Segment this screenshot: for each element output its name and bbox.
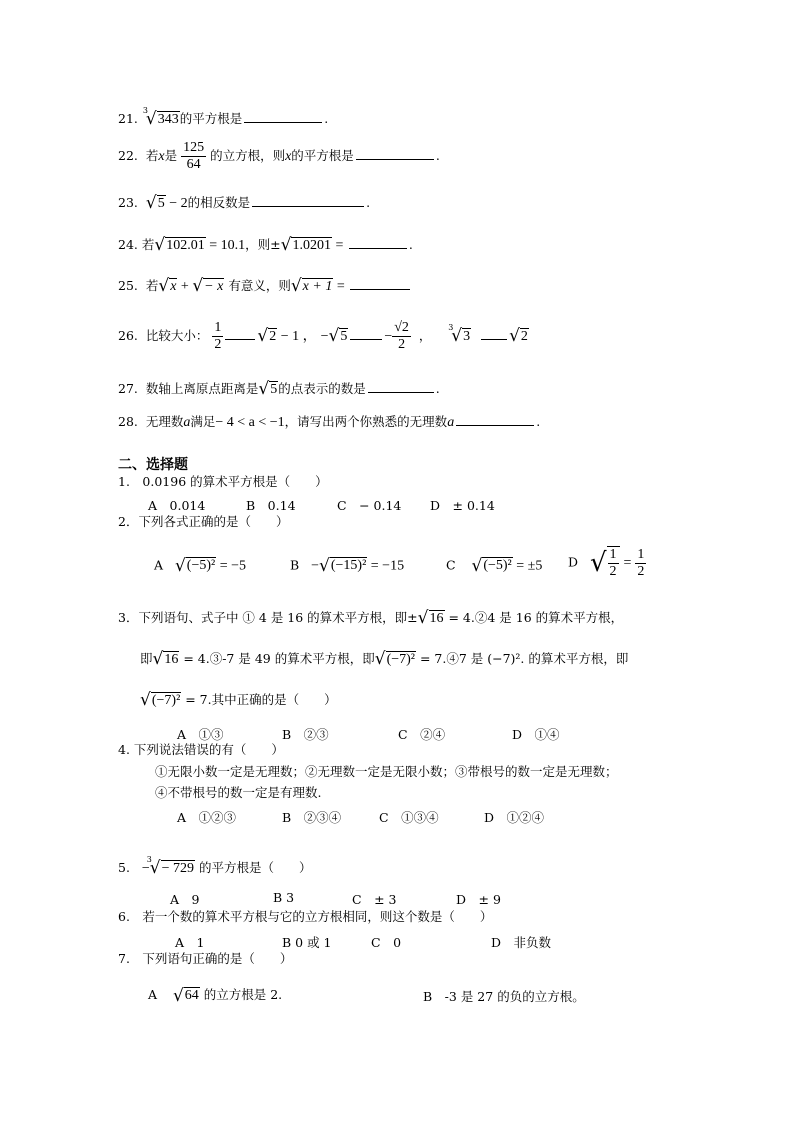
square-root: √ $\frac{1}{2}$ bbox=[590, 546, 620, 580]
variable: a bbox=[183, 415, 191, 430]
mc-1-option-c[interactable]: C − 0.14 bbox=[337, 498, 402, 513]
radicand: x bbox=[170, 278, 177, 294]
expression: = 10.1 bbox=[205, 238, 246, 253]
radicand: (−15)² bbox=[330, 558, 367, 573]
question-text: 的立方根，则 bbox=[210, 148, 286, 164]
minus-sign: − bbox=[311, 558, 320, 574]
root-index: 3 bbox=[142, 106, 148, 115]
expression: − 1 ， bbox=[277, 329, 317, 345]
mc-question-3-line-3 bbox=[140, 692, 337, 709]
question-text: = 7.④7 是 (−7)². 的算术平方根，即 bbox=[415, 651, 629, 666]
mc-6-option-a[interactable]: A 1 bbox=[175, 935, 205, 950]
question-text: 无理数 bbox=[145, 414, 184, 429]
cube-root: 3 √− 729 bbox=[146, 855, 195, 878]
question-28 bbox=[118, 413, 540, 430]
answer-blank[interactable] bbox=[350, 327, 382, 340]
mc-question-4-line-1: ①无限小数一定是无理数；②无理数一定是无限小数；③带根号的数一定是无理数； bbox=[155, 764, 618, 779]
minus-sign: − bbox=[320, 329, 329, 345]
fraction bbox=[392, 320, 411, 353]
radicand: 16 bbox=[429, 610, 444, 626]
question-27 bbox=[118, 380, 440, 398]
question-text: 数轴上离原点距离是 bbox=[145, 381, 259, 396]
mc-3-option-a[interactable]: A ①③ bbox=[177, 727, 224, 742]
numerator: 1 bbox=[608, 547, 619, 564]
cube-root: 3 √3 bbox=[448, 323, 471, 347]
square-root: √2 bbox=[509, 326, 528, 347]
answer-blank[interactable] bbox=[252, 194, 364, 207]
answer-blank[interactable] bbox=[244, 110, 322, 123]
radicand: 1.0201 bbox=[292, 237, 331, 253]
square-root: √(−7)² bbox=[374, 649, 415, 669]
square-root: √16 bbox=[152, 649, 179, 669]
mc-4-option-b[interactable]: B ②③④ bbox=[282, 810, 342, 825]
mc-question-3-line-2 bbox=[140, 651, 628, 668]
expression: − 2 bbox=[165, 196, 188, 211]
question-24 bbox=[118, 236, 413, 254]
answer-blank[interactable] bbox=[350, 277, 410, 290]
option-label: A bbox=[154, 557, 164, 573]
period: . bbox=[435, 381, 440, 396]
mc-3-option-b[interactable]: B ②③ bbox=[282, 727, 329, 742]
radicand: 102.01 bbox=[166, 237, 205, 253]
expression: + bbox=[177, 279, 193, 294]
question-text: 满足 bbox=[190, 414, 216, 429]
question-25 bbox=[118, 277, 412, 295]
answer-blank[interactable] bbox=[456, 413, 534, 426]
answer-blank[interactable] bbox=[225, 327, 255, 340]
expression: = −5 bbox=[216, 558, 247, 574]
question-text: ，请写出两个你熟悉的无理数 bbox=[284, 414, 448, 429]
mc-question-4-line-2: ④不带根号的数一定是有理数. bbox=[155, 785, 322, 800]
comma: ， bbox=[418, 328, 432, 344]
radicand: (−5)² bbox=[483, 558, 512, 573]
period: . bbox=[536, 414, 541, 429]
mc-4-option-c[interactable]: C ①③④ bbox=[379, 810, 439, 825]
mc-6-option-c[interactable]: C 0 bbox=[371, 935, 402, 950]
question-text: 的平方根是 bbox=[291, 148, 354, 164]
radicand: 5 bbox=[157, 195, 165, 211]
denominator: 2 bbox=[398, 337, 406, 353]
mc-1-option-d[interactable]: D ± 0.14 bbox=[430, 498, 495, 513]
mc-2-option-d[interactable]: D √ $\frac{1}{2}$ = $\frac{1}{2}$ bbox=[568, 546, 645, 580]
variable: a bbox=[447, 415, 455, 430]
radicand: 3 bbox=[463, 328, 471, 344]
option-label: C bbox=[446, 557, 456, 573]
root-index: 3 bbox=[146, 855, 152, 864]
question-text: 的平方根是（ ） bbox=[195, 860, 312, 875]
question-number: 23. bbox=[118, 195, 138, 210]
question-22 bbox=[118, 140, 440, 173]
radicand: − 729 bbox=[161, 860, 195, 876]
mc-1-option-a[interactable]: A 0.014 bbox=[148, 498, 206, 513]
mc-5-option-c[interactable]: C ± 3 bbox=[352, 892, 397, 907]
mc-6-option-d[interactable]: D 非负数 bbox=[491, 935, 552, 950]
mc-6-option-b[interactable]: B 0 或 1 bbox=[282, 935, 332, 950]
question-text: 3．下列语句、式子中 ① 4 是 16 的算术平方根，即± bbox=[118, 610, 418, 625]
mc-7-option-a[interactable] bbox=[148, 985, 282, 1006]
mc-question-6-stem: 6. 若一个数的算术平方根与它的立方根相同，则这个数是（ ） bbox=[118, 909, 493, 924]
question-text: 比较大小： bbox=[145, 328, 209, 344]
question-text: 若 bbox=[145, 278, 159, 293]
mc-question-5-stem bbox=[118, 855, 312, 878]
mc-3-option-d[interactable]: D ①④ bbox=[512, 727, 560, 742]
square-root: √5 bbox=[258, 379, 278, 399]
answer-blank[interactable] bbox=[481, 327, 507, 340]
question-number: 24. bbox=[118, 237, 138, 252]
expression: = bbox=[331, 238, 347, 253]
numerator: 1 bbox=[635, 547, 646, 564]
radicand: 16 bbox=[164, 651, 179, 667]
radicand: (−7)² bbox=[151, 692, 181, 708]
fraction bbox=[181, 140, 206, 173]
expression: = bbox=[333, 279, 349, 294]
mc-question-7-stem: 7. 下列语句正确的是（ ） bbox=[118, 951, 293, 966]
question-text: 若 bbox=[141, 237, 155, 252]
root-index: 3 bbox=[448, 323, 454, 333]
answer-blank[interactable] bbox=[368, 380, 434, 393]
mc-3-option-c[interactable]: C ②④ bbox=[398, 727, 446, 742]
mc-question-2-stem: 2．下列各式正确的是（ ） bbox=[118, 514, 289, 529]
period: . bbox=[324, 111, 329, 126]
square-root: √1.0201 bbox=[280, 235, 331, 255]
question-text: 的点表示的数是 bbox=[278, 381, 366, 396]
answer-blank[interactable] bbox=[349, 236, 407, 249]
square-root: √− x bbox=[192, 276, 224, 296]
question-text: 的立方根是 2. bbox=[199, 987, 283, 1002]
question-26 bbox=[118, 320, 529, 353]
question-text: 的相反数是 bbox=[187, 195, 251, 210]
minus-sign: − bbox=[141, 861, 150, 876]
question-number: 5. bbox=[118, 860, 130, 875]
fraction bbox=[212, 320, 223, 353]
expression: = −15 bbox=[367, 558, 405, 574]
square-root: √x + 1 bbox=[290, 276, 333, 296]
denominator: 2 bbox=[609, 564, 617, 580]
radicand: 5 bbox=[340, 328, 348, 344]
mc-4-option-a[interactable]: A ①②③ bbox=[177, 810, 237, 825]
option-label: A bbox=[148, 987, 158, 1002]
question-text: = 7.其中正确的是（ ） bbox=[181, 692, 337, 707]
mc-1-option-b[interactable]: B 0.14 bbox=[246, 498, 296, 513]
question-text: 是 bbox=[164, 148, 178, 164]
option-label: D bbox=[568, 554, 579, 570]
radicand: 5 bbox=[270, 381, 278, 397]
question-text: 有意义，则 bbox=[224, 278, 291, 293]
question-number: 25. bbox=[118, 278, 138, 293]
question-text: = 4.③-7 是 49 的算术平方根，即 bbox=[179, 651, 375, 666]
question-21 bbox=[118, 106, 329, 129]
question-number: 26. bbox=[118, 328, 138, 344]
question-number: 28. bbox=[118, 414, 138, 429]
inequality: − 4 < a < −1 bbox=[215, 415, 285, 430]
expression: = ±5 bbox=[512, 558, 543, 574]
mc-4-option-d[interactable]: D ①②④ bbox=[484, 810, 545, 825]
radicand: (−5)² bbox=[186, 558, 216, 573]
section-title: 二、选择题 bbox=[118, 457, 188, 473]
square-root: √5 bbox=[145, 193, 165, 213]
radicand: x + 1 bbox=[302, 278, 333, 294]
option-label: B bbox=[290, 557, 300, 573]
square-root: √(−5)² bbox=[174, 556, 216, 576]
numerator: 125 bbox=[181, 140, 206, 157]
answer-blank[interactable] bbox=[356, 147, 434, 160]
mc-5-option-d[interactable]: D ± 9 bbox=[456, 892, 501, 907]
question-number: 27. bbox=[118, 381, 138, 396]
square-root: √102.01 bbox=[154, 235, 205, 255]
square-root: √5 bbox=[328, 326, 348, 347]
question-number: 22. bbox=[118, 148, 138, 164]
denominator: 2 bbox=[214, 337, 222, 353]
mc-5-option-b[interactable]: B 3 bbox=[273, 890, 295, 905]
question-number: 21. bbox=[118, 111, 138, 126]
square-root: √16 bbox=[417, 608, 444, 628]
square-root: √(−15)² bbox=[319, 556, 367, 576]
mc-2-option-a[interactable] bbox=[154, 556, 246, 576]
mc-question-1-stem: 1. 0.0196 的算术平方根是（ ） bbox=[118, 474, 328, 489]
square-root: √(−5)² bbox=[471, 556, 512, 576]
period: . bbox=[366, 195, 371, 210]
question-text: 若 bbox=[145, 148, 159, 164]
cube-root: 3 √343 bbox=[142, 106, 179, 129]
square-root: √64 bbox=[172, 985, 199, 1006]
square-root: √2 bbox=[257, 326, 277, 347]
radicand: − x bbox=[204, 278, 224, 294]
question-text: 的平方根是 bbox=[179, 111, 243, 126]
radicand: 64 bbox=[184, 987, 199, 1003]
square-root: √x bbox=[158, 276, 177, 296]
mc-5-option-a[interactable]: A 9 bbox=[170, 892, 200, 907]
radicand: 343 bbox=[157, 111, 179, 127]
denominator: 64 bbox=[186, 157, 201, 173]
numerator: √2 bbox=[392, 320, 411, 337]
radicand: 2 bbox=[269, 328, 277, 344]
minus-sign: − bbox=[384, 329, 393, 345]
denominator: 2 bbox=[637, 563, 645, 579]
fraction bbox=[635, 547, 646, 580]
question-23 bbox=[118, 194, 370, 212]
period: . bbox=[408, 237, 413, 252]
mc-question-3-line-1 bbox=[118, 610, 623, 627]
radicand: 2 bbox=[520, 328, 528, 344]
radicand: (−7)² bbox=[386, 651, 415, 667]
mc-question-4-stem: 4. 下列说法错误的有（ ） bbox=[118, 742, 284, 757]
question-text: 即 bbox=[140, 651, 153, 666]
variable: x bbox=[158, 149, 165, 165]
question-text: = 4.②4 是 16 的算术平方根， bbox=[444, 610, 624, 625]
mc-2-option-b[interactable] bbox=[290, 556, 404, 576]
period: . bbox=[435, 148, 440, 164]
question-text: ，则± bbox=[245, 237, 281, 252]
mc-7-option-b[interactable]: B -3 是 27 的负的立方根。 bbox=[423, 989, 585, 1004]
variable: x bbox=[285, 149, 292, 165]
numerator: 1 bbox=[212, 320, 223, 337]
square-root: √(−7)² bbox=[140, 690, 181, 710]
mc-2-option-c[interactable] bbox=[446, 556, 542, 576]
